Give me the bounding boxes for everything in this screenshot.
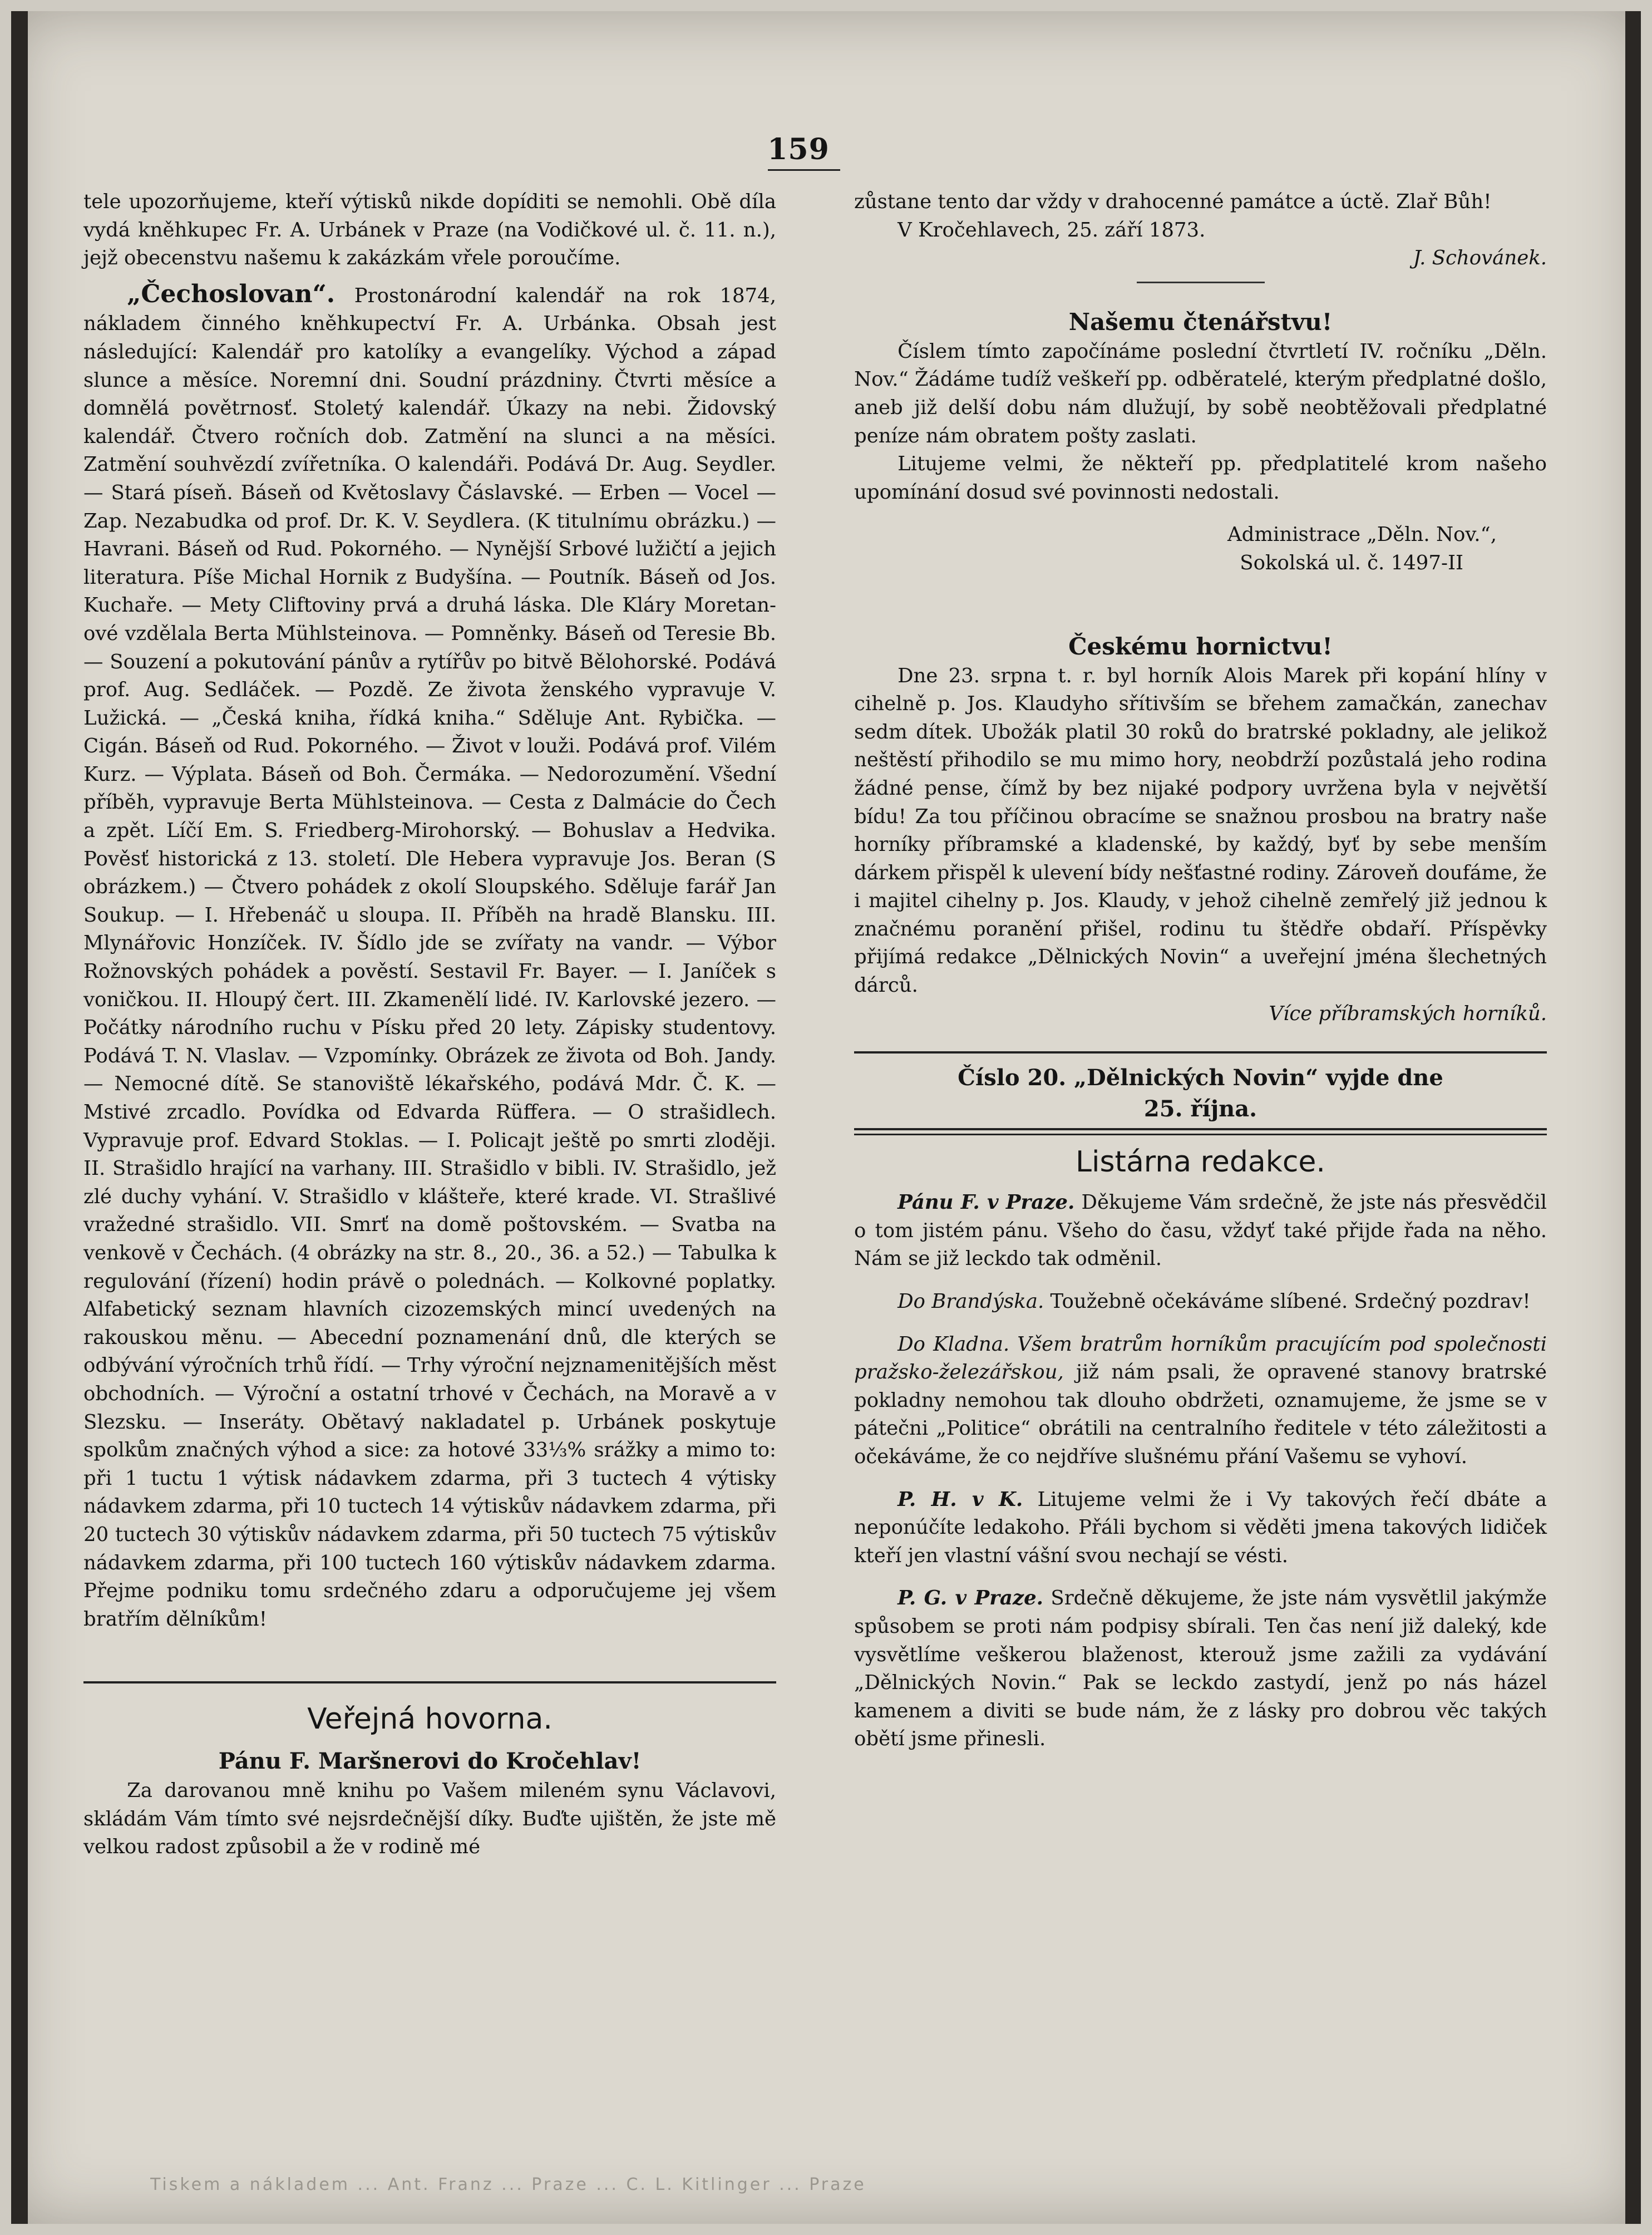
administrace-line-2: Sokolská ul. č. 1497-II (1240, 551, 1463, 574)
scan-border-right (1625, 11, 1641, 2224)
right-column (854, 188, 1547, 1754)
ctenarstvu-heading: Našemu čtenářstvu! (1068, 308, 1333, 336)
ctenarstvu-text: Číslem tímto započínáme poslední čtvrtletí IV. ročníku „Děln. Nov.“ Žádáme tudíž veškeří pp. odběratelé, kterým předplatné došlo, aneb již delší dobu nám dlužují, by sobě neobtěžovali předplatné peníze nám obratem pošty zaslati. (854, 339, 1547, 447)
intro-paragraph: tele upozorňujeme, kteří výtisků nikde dopíditi se nemohli. Obě díla vydá kněhkupec Fr. A. Urbánek v Praze (na Vodičkové ul. č. 11. n.), jejž obecenstvu našemu k zakázkám vřele poroučíme. (83, 190, 776, 270)
newspaper-page (11, 11, 1641, 2224)
page-number: 159 (767, 132, 830, 166)
letter-1 (854, 1189, 1547, 1273)
hornictvu-text: Dne 23. srpna t. r. byl horník Alois Marek při kopání hlíny v cihelně p. Jos. Klaudyho sřítivším se břehem zamačkán, zanechav sedm dítek. Ubožák platil 30 roků do bratrské pokladny, ale jelikož neštěstí přihodilo se mu mimo hory, neobdrží pozůstalá jeho rodina žádné pense, čímž by bez nijaké podpory uvržena byla v největší bídu! Za tou příčinou obracíme se snažnou prosbou na bratry naše horníky příbramské a kladenské, by každý, byť by sebe menším dárkem přispěl k ulevení bídy nešťastné rodiny. Zároveň doufáme, že i majitel cihelny p. Jos. Klaudy, v jehož cihelně zemřelý již jednou k značnému poranění přišel, rodinu tu štědře obdaří. Příspěvky přijímá redakce „Dělnických Novin“ a uveřejní jména šlechetných dárců. (854, 664, 1547, 997)
hornictvu-heading: Českému hornictvu! (1068, 632, 1333, 660)
letter-1-text: Děkujeme Vám srdečně, že jste nás přesvědčil o tom jistém pánu. Všeho do času, vždyť také přijde řada na něho. Nám se již leckdo tak odměnil. (854, 1191, 1547, 1271)
notice-top-rule (854, 1051, 1547, 1053)
letter-3 (854, 1331, 1547, 1471)
hovorna-text: Za darovanou mně knihu po Vašem mileném synu Václavovi, skládám Vám tímto své nejsrdečnější díky. Buďte ujištěn, že jste mě velkou radost způsobil a že v rodině mé (83, 1779, 776, 1859)
calendar-title: „Čechoslovan“. (127, 279, 336, 308)
letter-5 (854, 1584, 1547, 1754)
place-date: V Kročehlavech, 25. září 1873. (897, 218, 1206, 242)
letter-4-text: Litujeme velmi že i Vy takových řečí dbáte a neponúčíte ledakoho. Přáli bychom si věděti jmena takových lidiček kteří jen vlastní vášní svou nechají se vésti. (854, 1488, 1547, 1567)
calendar-review (83, 280, 776, 1634)
ctenarstvu-text-2: Litujeme velmi, že někteří pp. předplatitelé krom našeho upomínání dosud své povinnosti nedostali. (854, 452, 1547, 504)
listarna-heading: Listárna redakce. (1076, 1145, 1325, 1179)
letter-5-addressee: P. G. v Praze. (897, 1587, 1044, 1610)
issue-notice-line-1: Číslo 20. „Dělnických Novin“ vyjde dne (958, 1065, 1443, 1091)
administrace-line-1: Administrace „Děln. Nov.“, (1227, 523, 1497, 547)
hornictvu-signature: Více příbramských horníků. (1269, 1002, 1547, 1025)
letter-continuation: zůstane tento dar vždy v drahocenné památce a úctě. Zlař Bůh! (854, 190, 1492, 213)
calendar-text: Prostonárodní kalendář na rok 1874, nákladem činného kněhkupectví Fr. A. Urbánka. Obsah jest následující: Kalendář pro katolíky a evangelíky. Východ a západ slunce a měsíce. Noremní dni. Soudní prázdniny. Čtvrti měsíce a domnělá povětrnosť. Stoletý kalendář. Úkazy na nebi. Židovský kalendář. Čtvero ročních dob. Zatmění na slunci a na měsíci. Zatmění souhvězdí zvířetníka. O kalendáři. Podává Dr. Aug. Seydler. — Stará píseň. Báseň od Květoslavy Čáslavské. — Erben — Vocel — Zap. Nezabudka od prof. Dr. K. V. Seydlera. (K titulnímu obrázku.) — Havrani. Báseň od Rud. Pokorného. — Nynější Srbové lužičtí a jejich literatura. Píše Michal Hornik z Budyšína. — Poutník. Báseň od Jos. Kuchaře. — Mety Cliftoviny prvá a druhá láska. Dle Kláry Moretan-ové vzdělala Berta Mühlsteinova. — Pomněnky. Báseň od Teresie Bb. — Souzení a pokutování pánův a rytířův po bitvě Bělohorské. Podává prof. Aug. Sedláček. — Pozdě. Ze života ženského vypravuje V. Lužická. — „Česká kniha, řídká kniha.“ Sděluje Ant. Rybička. — Cigán. Báseň od Rud. Pokorného. — Život v louži. Podává prof. Vilém Kurz. — Výplata. Báseň od Boh. Čermáka. — Nedorozumění. Všední příběh, vypravuje Berta Mühlsteinova. — Cesta z Dalmácie do Čech a zpět. Líčí Em. S. Friedberg-Mirohorský. — Bohuslav a Hedvika. Pověsť historická z 13. století. Dle Hebera vypravuje Jos. Beran (S obrázkem.) — Čtvero pohádek z okolí Sloupského. Sděluje farář Jan Soukup. — I. Hřebenáč u sloupa. II. Příběh na hradě Blansku. III. Mlynářovic Honzíček. IV. Šídlo jde se zvířaty na vandr. — Výbor Rožnovských pohádek a pověstí. Sestavil Fr. Bayer. — I. Janíček s voničkou. II. Hloupý čert. III. Zkamenělí lidé. IV. Karlovské jezero. — Počátky národního ruchu v Písku před 20 lety. Zápisky studentovy. Podává T. N. Vlaslav. — Vzpomínky. Obrázek ze života od Boh. Jandy. — Nemocné dítě. Se stanoviště lékařského, podává Mdr. Č. K. — Mstivé zrcadlo. Povídka od Edvarda Rüffera. — O strašidlech. Vypravuje prof. Edvard Stoklas. — I. Policajt ještě po smrti zloději. II. Strašidlo hrající na varhany. III. Strašidlo v bibli. IV. Strašidlo, jež zlé duchy vyhání. V. Strašidlo v klášteře, které krade. VI. Strašlivé vražedné strašidlo. VII. Smrť na domě poštovském. — Svatba na venkově v Čechách. (4 obrázky na str. 8., 20., 36. a 52.) — Tabulka k regulování (řízení) hodin právě o polednách. — Kolkovné poplatky. Alfabetický seznam hlavních cizozemských mincí uvedených na rakouskou měnu. — Abecední poznamenání dnů, dle kterých se odbývání výročních trhů řídí. — Trhy výroční nejznamenitějších měst obchodních. — Výroční a ostatní trhové v Čechách, na Moravě a v Slezsku. — Inseráty. Obětavý nakladatel p. Urbánek poskytuje spolkům značných výhod a sice: za hotové 33⅓% srážky a mimo to: při 1 tuctu 1 výtisk nádavkem zdarma, při 3 tuctech 4 výtisky nádavkem zdarma, při 10 tuctech 14 výtiskův nádavkem zdarma, při 20 tuctech 30 výtiskův nádavkem zdarma, při 50 tuctech 75 výtiskův nádavkem zdarma, při 100 tuctech 160 výtiskův nádavkem zdarma. Přejme podniku tomu srdečného zdaru a odporučujeme jej všem bratřím dělníkům! (83, 284, 776, 1631)
signature-schovanek: J. Schovánek. (1413, 247, 1547, 270)
notice-bottom-rule (854, 1128, 1547, 1135)
page-number-rule (768, 169, 840, 171)
letter-1-addressee: Pánu F. v Praze. (897, 1191, 1075, 1214)
faded-imprint: Tiskem a nákladem ... Ant. Franz ... Praze ... C. L. Kitlinger ... Praze (150, 2175, 866, 2194)
letter-5-text: Srdečně děkujeme, že jste nám vysvětlil jakýmže spůsobem se proti nám podpisy sbírali. Ten čas není již daleký, kde vysvětlíme veškerou blaženost, kterouž jsme zažili za vydávání „Dělnických Novin.“ Pak se leckdo zastydí, jenž po nás házel kamenem a diviti se bude nám, že z lásky pro dobrou věc takých obětí jsme přinesli. (854, 1587, 1547, 1751)
letter-2-addressee: Do Brandýska. (897, 1290, 1044, 1313)
short-divider (1137, 282, 1265, 283)
section-divider (83, 1681, 776, 1683)
scan-border-left (11, 11, 28, 2224)
hovorna-subheading: Pánu F. Maršnerovi do Kročehlav! (218, 1748, 642, 1775)
letter-4 (854, 1486, 1547, 1571)
letter-4-addressee: P. H. v K. (897, 1488, 1023, 1511)
issue-notice-line-2: 25. října. (1143, 1096, 1258, 1123)
letter-3-addressee: Do Kladna. Všem bratrům horníkům pracujícím pod společnosti pražsko-železářskou, (854, 1332, 1547, 1384)
letter-3-text: již nám psali, že opravené stanovy bratrské pokladny nemohou tak dlouho obdržeti, oznamujeme, že jsme se v pátečni „Politice“ obrátili na centralního ředitele v této záležitosti a očekáváme, že co nejdříve slušnému přání Vašemu se vyhoví. (854, 1361, 1547, 1468)
left-column (83, 188, 776, 1862)
letter-2-text: Toužebně očekáváme slíbené. Srdečný pozdrav! (1044, 1290, 1531, 1313)
hovorna-heading: Veřejná hovorna. (307, 1702, 553, 1736)
letter-2 (854, 1288, 1547, 1316)
